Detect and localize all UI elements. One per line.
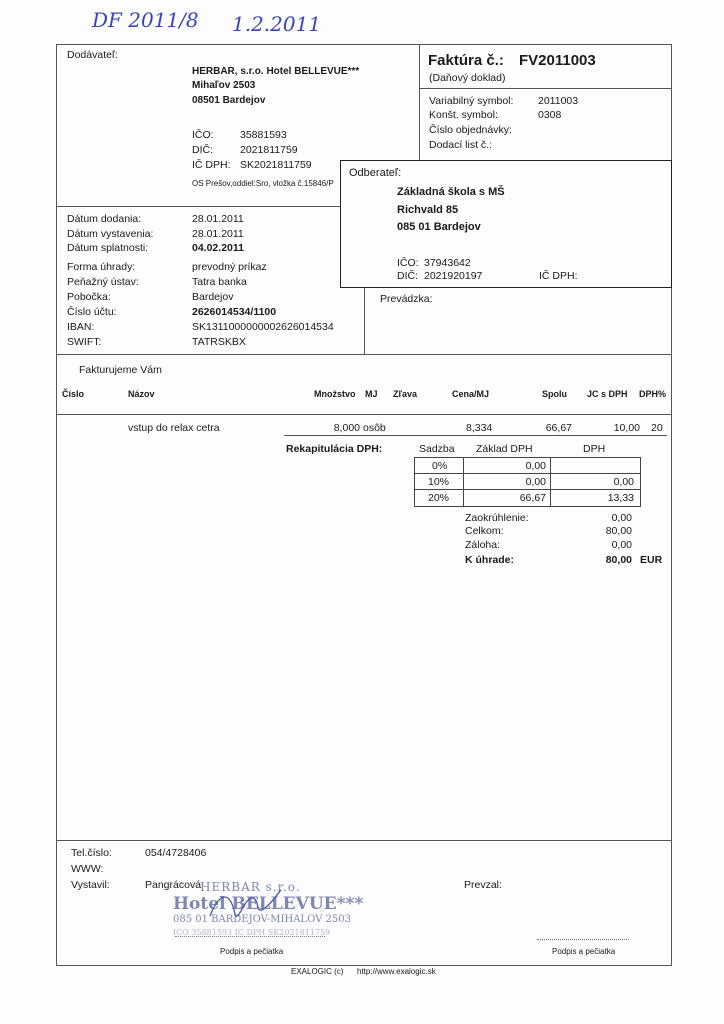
col-vat-pct: DPH% <box>639 389 667 399</box>
handwritten-reference: DF 2011/8 <box>92 8 199 32</box>
account-label: Číslo účtu: <box>67 306 117 318</box>
customer-name: Základná škola s MŠ <box>397 186 505 198</box>
payment-label: Forma úhrady: <box>67 261 136 273</box>
customer-box <box>340 160 672 288</box>
recap-base: 66,67 <box>519 492 546 504</box>
branch: Bardejov <box>192 291 234 303</box>
customer-icdph-label: IČ DPH: <box>539 270 578 282</box>
supplier-street: Mihaľov 2503 <box>192 80 256 91</box>
issue-date-label: Dátum vystavenia: <box>67 228 154 240</box>
invoice-number: FV2011003 <box>519 52 596 69</box>
dates-bottom-line <box>56 354 671 355</box>
branch-label: Pobočka: <box>67 291 111 303</box>
col-discount: Zľava <box>393 389 417 399</box>
col-price: Cena/MJ <box>452 389 490 399</box>
iban-label: IBAN: <box>67 321 95 333</box>
due-date-label: Dátum splatnosti: <box>67 242 149 254</box>
ks-value: 0308 <box>538 109 562 121</box>
supplier-icdph-label: IČ DPH: <box>192 159 231 171</box>
stamp-line-2: Hotel BELLEVUE*** <box>173 894 364 914</box>
delivery-note-label: Dodací list č.: <box>429 139 493 151</box>
customer-dic-label: DIČ: <box>397 270 418 282</box>
supplier-separator <box>56 206 340 207</box>
customer-label: Odberateľ: <box>349 167 402 179</box>
recap-col-divider-2 <box>550 457 551 506</box>
establishment-label: Prevádzka: <box>380 293 433 305</box>
items-intro: Fakturujeme Vám <box>79 364 162 376</box>
supplier-dic-label: DIČ: <box>192 144 213 156</box>
phone: 054/4728406 <box>145 847 207 859</box>
col-number: Číslo <box>62 389 85 399</box>
item-name: vstup do relax cetra <box>128 422 220 434</box>
vs-value: 2011003 <box>538 95 579 107</box>
supplier-ico: 35881593 <box>240 129 287 141</box>
www-label: WWW: <box>71 863 104 875</box>
account-number: 2626014534/1100 <box>192 306 277 318</box>
received-by-label: Prevzal: <box>464 879 502 891</box>
invoice-title-label: Faktúra č.: <box>428 52 504 69</box>
recap-label: Rekapitulácia DPH: <box>286 443 383 455</box>
bank-label: Peňažný ústav: <box>67 276 139 288</box>
rounding-value: 0,00 <box>611 512 632 524</box>
recap-base: 0,00 <box>525 460 546 472</box>
footer-top-line <box>56 840 671 841</box>
currency: EUR <box>640 554 663 566</box>
advance-label: Záloha: <box>465 539 501 551</box>
bank-name: Tatra banka <box>192 276 247 288</box>
delivery-date: 28.01.2011 <box>192 213 244 225</box>
advance-value: 0,00 <box>611 539 632 551</box>
software-url: http://www.exalogic.sk <box>357 967 436 976</box>
recap-rate: 0% <box>432 460 448 472</box>
delivery-date-label: Dátum dodania: <box>67 213 142 225</box>
recap-rate: 20% <box>428 492 450 504</box>
ks-label: Konšt. symbol: <box>429 109 498 121</box>
col-quantity: Množstvo <box>314 389 356 399</box>
supplier-label: Dodávateľ: <box>67 49 118 61</box>
software-credit: EXALOGIC (c) <box>291 967 344 976</box>
customer-dic: 2021920197 <box>424 270 483 282</box>
amount-due-label: K úhrade: <box>465 554 515 566</box>
customer-street: Richvald 85 <box>397 204 459 216</box>
recap-vat-header: DPH <box>583 443 606 455</box>
phone-label: Tel.číslo: <box>71 847 112 859</box>
rounding-label: Zaokrúhlenie: <box>465 512 529 524</box>
swift-label: SWIFT: <box>67 336 102 348</box>
stamp-line-3: 085 01 BARDEJOV-MIHALOV 2503 <box>173 914 351 925</box>
total-label: Celkom: <box>465 525 504 537</box>
total-value: 80,00 <box>605 525 632 537</box>
recap-rate: 10% <box>428 476 450 488</box>
amount-due-value: 80,00 <box>605 554 632 566</box>
item-unit-vat: 10,00 <box>613 422 640 434</box>
recap-base: 0,00 <box>525 476 546 488</box>
col-total: Spolu <box>542 389 567 399</box>
swift: TATRSKBX <box>192 336 246 348</box>
recap-base-header: Základ DPH <box>476 443 533 455</box>
recap-vat: 0,00 <box>613 476 634 488</box>
stamp-line-4: IČO 35881593 IČ DPH SK2021811759 <box>173 928 331 937</box>
col-unit: MJ <box>365 389 378 399</box>
iban: SK1311000000002626014534 <box>192 321 334 333</box>
issued-by: Pangrácová <box>145 879 202 891</box>
due-date: 04.02.2011 <box>192 242 244 254</box>
signature <box>205 886 285 926</box>
supplier-ico-label: IČO: <box>192 129 214 141</box>
items-header-line <box>56 414 671 415</box>
recap-vat: 13,33 <box>607 492 634 504</box>
supplier-icdph: SK2021811759 <box>240 159 312 171</box>
customer-ico: 37943642 <box>424 257 471 269</box>
supplier-dic: 2021811759 <box>240 144 298 156</box>
supplier-name: HERBAR, s.r.o. Hotel BELLEVUE*** <box>192 66 360 77</box>
customer-city: 085 01 Bardejov <box>397 221 481 233</box>
sign-right-label: Podpis a pečiatka <box>552 947 616 956</box>
signature-dots-left <box>175 936 325 937</box>
supplier-register: OS Prešov,oddiel:Sro, vložka č.15846/P <box>192 179 334 188</box>
dates-divider <box>364 286 365 354</box>
stamp-line-1: HERBAR s.r.o. <box>200 880 301 894</box>
issued-by-label: Vystavil: <box>71 879 110 891</box>
recap-col-divider-1 <box>463 457 464 506</box>
sign-left-label: Podpis a pečiatka <box>220 947 284 956</box>
recap-row-divider-2 <box>414 489 640 490</box>
item-quantity: 8,000 <box>333 422 360 434</box>
issue-date: 28.01.2011 <box>192 228 244 240</box>
recap-rate-header: Sadzba <box>419 443 455 455</box>
invoice-header-line <box>419 88 671 89</box>
item-unit: osôb <box>363 422 386 434</box>
col-name: Názov <box>128 389 155 399</box>
header-divider <box>419 44 420 161</box>
col-unit-vat: JC s DPH <box>587 389 628 399</box>
handwritten-date: 1.2.2011 <box>232 12 322 36</box>
customer-ico-label: IČO: <box>397 257 419 269</box>
order-label: Číslo objednávky: <box>429 124 512 136</box>
item-underline <box>284 435 667 436</box>
invoice-subtitle: (Daňový doklad) <box>429 72 506 84</box>
vs-label: Variabilný symbol: <box>429 95 514 107</box>
supplier-city: 08501 Bardejov <box>192 95 266 106</box>
payment-method: prevodný príkaz <box>192 261 267 273</box>
item-price: 8,334 <box>466 422 493 434</box>
recap-row-divider-1 <box>414 473 640 474</box>
item-total: 66,67 <box>545 422 572 434</box>
signature-dots-right <box>537 939 629 940</box>
item-vat-pct: 20 <box>651 422 663 434</box>
